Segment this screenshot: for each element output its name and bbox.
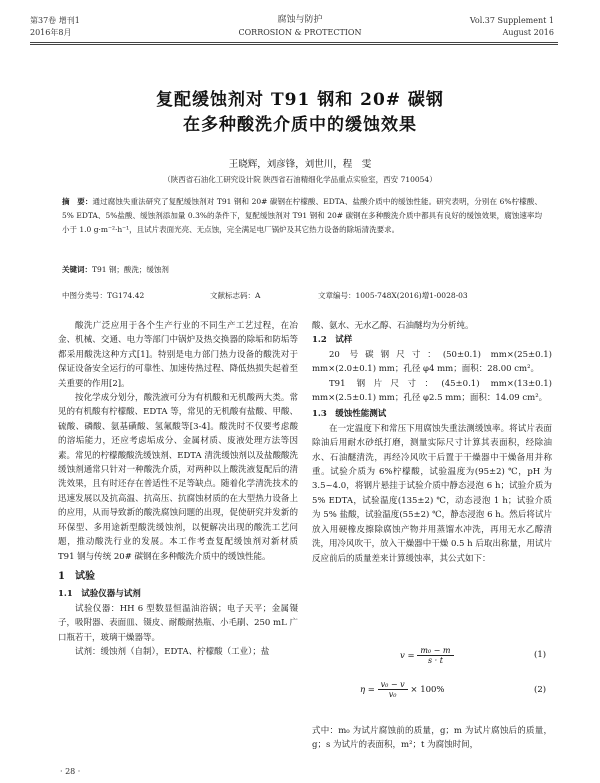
clc-number: 中图分类号：TG174.42 — [62, 291, 145, 300]
equation-2-number: (2) — [534, 685, 547, 695]
left-column — [58, 319, 298, 774]
keywords-label: 关键词： — [62, 265, 92, 274]
paper-title-line2: 在多种酸洗介质中的缓蚀效果 — [183, 115, 417, 135]
equation-1-numerator: m₀ − m — [417, 646, 453, 656]
paper-title-line1: 复配缓蚀剂对 T91 钢和 20# 碳钢 — [156, 90, 444, 110]
intro-para-1: 酸洗广泛应用于各个生产行业的不同生产工艺过程，在冶金、机械、交通、电力等部门中锅炉及热交换器的除垢和防垢等都采用酸洗这种方式[1]。特别是电力部门热力设备的酸洗对于保证设备安全运行的可靠性、加速传热过程、降低热损失起着至关重要的作用[2]。 — [58, 321, 298, 389]
intro-para-2: 按化学成分划分，酸洗液可分为有机酸和无机酸两大类。常见的有机酸有柠檬酸、EDTA 等，常见的无机酸有盐酸、甲酸、硫酸、磷酸、氨基磺酸、氢氟酸等[3-4]。酸洗时不仅要考虑酸的溶垢能力，还应考虑垢成分、金属材质、废液处理方法等因素。常见的柠檬酸酸洗缓蚀剂、EDTA 清洗缓蚀剂以及盐酸酸洗缓蚀剂通常只针对一种酸洗介质，对两种以上酸洗液复配后的清洗效果，且有时还存在普适性不足等缺点。随着化学清洗技术的迅速发展以及抗高温、抗高压、抗腐蚀材质的在大型热力设备上的应用，从而导致新的酸洗腐蚀问题的出现，促使研究并发新的环保型、多用途新型酸洗缓蚀剂，以便解决出现的酸洗工艺问题，推动酸洗行业的发展。本工作考查复配缓蚀剂对新材质 T91 钢与传统 20# 碳钢在多种酸洗介质中的缓蚀性能。 — [58, 393, 298, 562]
abstract-label: 摘 要： — [62, 197, 93, 206]
journal-volume-issue: 第37卷 增刊1 — [30, 16, 80, 25]
equation-1-lhs: v = — [400, 651, 415, 661]
equation-1-denominator: s · t — [427, 656, 443, 665]
equation-2-tail: × 100% — [410, 685, 445, 695]
equation-1 — [400, 646, 454, 665]
keywords — [62, 263, 542, 277]
header-rule-thin — [30, 44, 558, 45]
right-column — [312, 319, 552, 639]
reagents-para: 试剂：缓蚀剂（自制），EDTA、柠檬酸（工业）；盐 — [75, 646, 270, 657]
equation-1-fraction — [417, 646, 453, 665]
journal-name: 腐蚀与防护 — [277, 15, 323, 25]
journal-name-en: CORROSION & PROTECTION — [238, 28, 362, 37]
authors: 王晓辉，刘彦锋，刘世川，程 雯 — [228, 159, 372, 170]
specimen-20-carbon-steel: 20 号碳钢尺寸：(50±0.1) mm×(25±0.1) mm×(2.0±0.1) mm；孔径 φ4 mm；面积：28.00 cm²。 — [312, 349, 552, 375]
abstract-text: 通过腐蚀失重法研究了复配缓蚀剂对 T91 钢和 20# 碳钢在柠檬酸、EDTA、盐酸介质中的缓蚀性能。研究表明，分别在 6%柠檬酸、5% EDTA、5%盐酸、缓蚀剂添加量 0.3%的条件下，复配缓蚀剂对 T91 钢和 20# 碳钢在多种酸洗介质中都具有良好的缓蚀效果，腐蚀速率均小于 1.0 g·m⁻²·h⁻¹，且试片表面光亮、无点蚀，完全满足电厂锅炉及其它热力设备的除垢清洗要求。 — [62, 197, 543, 234]
equation-2-lhs: η = — [360, 685, 375, 695]
equation-2-fraction — [378, 680, 408, 699]
page-number: · 28 · — [60, 767, 81, 776]
equation-2-numerator: v₀ − v — [378, 680, 408, 690]
section-1-3-heading: 1.3 缓蚀性能测试 — [312, 409, 387, 420]
article-id: 文章编号：1005-748X(2016)增1-0028-03 — [318, 291, 468, 300]
section-1-2-heading: 1.2 试样 — [312, 335, 353, 346]
header-rule — [30, 42, 558, 43]
equation-legend-para: 式中：m₀ 为试片腐蚀前的质量，g；m 为试片腐蚀后的质量，g；s 为试片的表面积，m²；t 为腐蚀时间， — [312, 726, 552, 751]
specimen-t91-steel: T91 钢片尺寸：(45±0.1) mm×(13±0.1) mm×(2.5±0.1) mm；孔径 φ2.5 mm；面积：14.09 cm²。 — [312, 378, 552, 404]
abstract — [62, 195, 542, 237]
right-column-tail — [312, 724, 552, 774]
test-method-para: 在一定温度下和常压下用腐蚀失重法测缓蚀率。将试片表面除油后用耐水砂纸打磨，测量实际尺寸计算其表面积，经除油水、石油醚清洗，再经冷风吹干后置于干燥器中干燥备用并称重。试验介质为 6%柠檬酸，试验温度为(95±2) ℃，pH 为 3.5~4.0，将钢片悬挂于试验介质中静态浸泡 6 h；试验介质为 5% EDTA，试验温度(135±2) ℃，动态浸泡 1 h；试验介质为 5% 盐酸，试验温度(55±2) ℃，静态浸泡 6 h。然后将试片放入用硬橡皮擦除腐蚀产物并用蒸馏水冲洗，再用无水乙醇清洗，用冷风吹干，放入干燥器中干燥 0.5 h 后取出称量，用试片反应前后的质量差来计算缓蚀率，其公式如下： — [312, 423, 552, 564]
section-1-heading: 1 试验 — [58, 570, 95, 582]
keywords-text: T91 钢；酸洗；缓蚀剂 — [92, 265, 169, 274]
document-code: 文献标志码：A — [210, 291, 261, 300]
equation-2 — [360, 680, 445, 699]
affiliation: （陕西省石油化工研究设计院 陕西省石油精细化学品重点实验室，西安 710054） — [163, 175, 437, 184]
apparatus-para: 试验仪器：HH 6 型数显恒温油浴锅；电子天平；金属镊子，吸附器、表面皿、镊皮、耐酸耐热瓶、小毛刷、250 mL 广口瓶若干，玻璃干燥器等。 — [58, 603, 298, 643]
equation-2-denominator: v₀ — [388, 690, 397, 699]
journal-date: 2016年8月 — [30, 28, 72, 37]
journal-date-en: August 2016 — [502, 28, 554, 37]
journal-volume-en: Vol.37 Supplement 1 — [469, 16, 554, 25]
section-1-1-heading: 1.1 试验仪器与试剂 — [58, 589, 141, 600]
equation-1-number: (1) — [534, 650, 547, 660]
reagents-continued: 酸、氨水、无水乙醇、石油醚均为分析纯。 — [312, 321, 474, 331]
